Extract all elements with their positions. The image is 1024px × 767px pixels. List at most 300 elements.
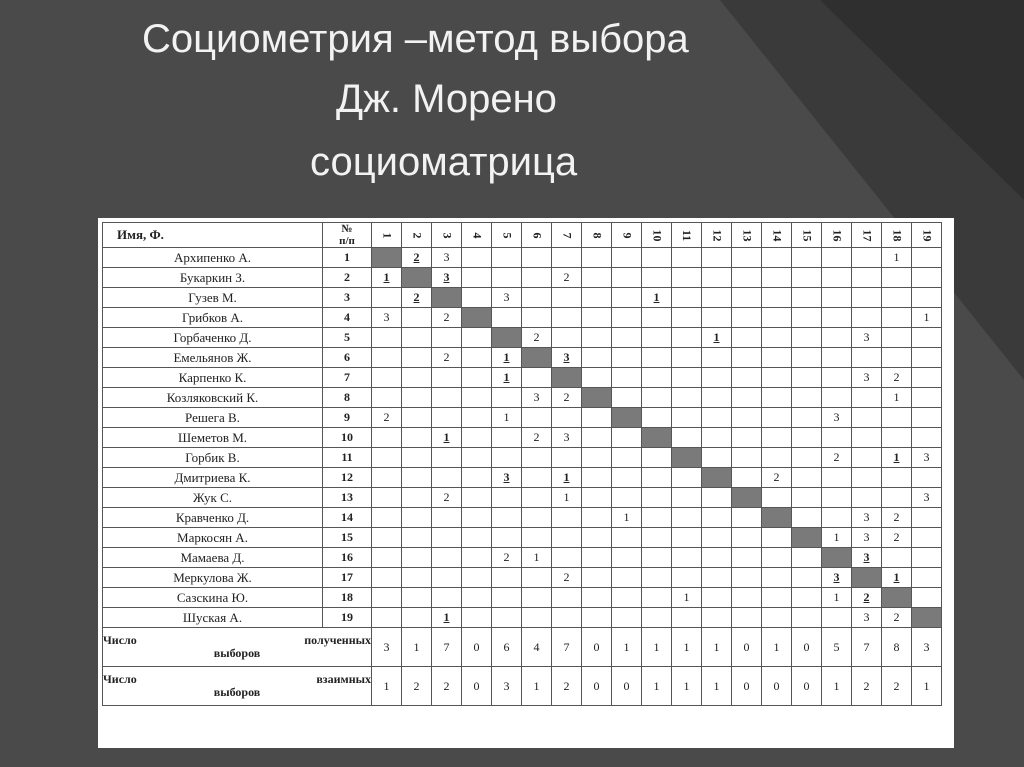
column-header-8 [582,223,612,248]
column-header-label: 17 [860,229,874,241]
choice-cell: 1 [882,248,912,268]
choice-cell [822,328,852,348]
choice-cell [702,288,732,308]
choice-cell [792,428,822,448]
choice-cell [432,328,462,348]
summary-label-word: взаимных [316,672,371,686]
mutual-choices-row-value: 3 [492,667,522,706]
choice-cell [642,448,672,468]
row-name: Козляковский К. [103,388,323,408]
choice-cell [612,348,642,368]
choice-cell [702,388,732,408]
mutual-choices-row-value: 0 [612,667,642,706]
choice-cell [882,468,912,488]
mutual-choices-row-value: 1 [672,667,702,706]
choice-cell [372,608,402,628]
choice-cell: 2 [882,508,912,528]
mutual-choices-row-value: 1 [822,667,852,706]
column-header-label: 5 [500,232,514,238]
mutual-choices-row-value: 1 [372,667,402,706]
row-name: Емельянов Ж. [103,348,323,368]
table-row [103,308,942,328]
choice-cell [732,528,762,548]
diagonal-cell [792,528,822,548]
choice-cell [612,548,642,568]
choice-cell [582,348,612,368]
choice-cell [582,248,612,268]
choice-cell: 1 [882,388,912,408]
choice-cell [552,508,582,528]
choice-cell [702,548,732,568]
choice-cell: 2 [822,448,852,468]
summary-label-word: выборов [213,685,261,699]
choice-cell: 3 [852,368,882,388]
choice-cell [852,388,882,408]
table-row [103,448,942,468]
choice-cell [462,448,492,468]
choice-cell [792,248,822,268]
diagonal-cell [882,588,912,608]
choice-cell [462,488,492,508]
choice-cell [762,588,792,608]
diagonal-cell [702,468,732,488]
choice-cell [492,608,522,628]
choice-cell [462,548,492,568]
diagonal-cell [582,388,612,408]
choice-cell [582,428,612,448]
column-header-7 [552,223,582,248]
choice-cell [882,408,912,428]
choice-cell [612,368,642,388]
choice-cell [402,448,432,468]
choice-cell [852,348,882,368]
choice-cell: 3 [492,468,522,488]
choice-cell [372,588,402,608]
row-name: Жук С. [103,488,323,508]
choice-cell [582,548,612,568]
table-row [103,248,942,268]
received-choices-row-value: 1 [762,628,792,667]
choice-cell [732,608,762,628]
choice-cell [672,428,702,448]
choice-cell [822,268,852,288]
choice-cell [882,308,912,328]
choice-cell [462,608,492,628]
choice-cell [792,608,822,628]
choice-cell [672,508,702,528]
summary-label-word: полученных [304,633,371,647]
mutual-choices-row-value: 1 [702,667,732,706]
column-header-label: 4 [470,232,484,238]
row-name: Горбик В. [103,448,323,468]
row-number: 16 [323,548,372,568]
choice-cell: 2 [852,588,882,608]
column-header-label: 1 [380,232,394,238]
diagonal-cell [462,308,492,328]
row-name: Дмитриева К. [103,468,323,488]
choice-cell [522,308,552,328]
choice-cell [612,428,642,448]
choice-cell [372,288,402,308]
column-header-label: 10 [650,229,664,241]
row-name: Маркосян А. [103,528,323,548]
row-number: 9 [323,408,372,428]
choice-cell [912,468,942,488]
mutual-choices-row [103,667,942,706]
choice-cell [852,308,882,328]
row-name: Грибков А. [103,308,323,328]
choice-cell [492,448,522,468]
choice-cell [912,568,942,588]
choice-cell [432,548,462,568]
column-header-6 [522,223,552,248]
mutual-choices-row-value: 2 [552,667,582,706]
mutual-choices-row-value: 2 [852,667,882,706]
choice-cell [642,528,672,548]
choice-cell [822,248,852,268]
choice-cell [882,288,912,308]
choice-cell: 1 [642,288,672,308]
choice-cell [912,588,942,608]
choice-cell: 3 [852,548,882,568]
choice-cell [732,468,762,488]
choice-cell [522,568,552,588]
column-header-label: 2 [410,232,424,238]
choice-cell [462,408,492,428]
choice-cell [462,588,492,608]
sociomatrix-table [102,222,942,706]
choice-cell [582,608,612,628]
mutual-choices-row-value: 1 [642,667,672,706]
choice-cell [372,348,402,368]
column-header-label: 12 [710,229,724,241]
choice-cell [582,468,612,488]
choice-cell [852,248,882,268]
choice-cell [672,268,702,288]
row-number: 13 [323,488,372,508]
choice-cell [432,388,462,408]
table-row [103,608,942,628]
choice-cell [402,368,432,388]
choice-cell: 2 [432,348,462,368]
diagonal-cell [372,248,402,268]
column-header-label: 14 [770,229,784,241]
mutual-choices-row-value: 1 [912,667,942,706]
column-header-label: 9 [620,232,634,238]
choice-cell [762,368,792,388]
row-number: 2 [323,268,372,288]
choice-cell [402,608,432,628]
choice-cell [702,488,732,508]
table-row [103,268,942,288]
choice-cell [792,448,822,468]
choice-cell [522,488,552,508]
choice-cell [372,548,402,568]
choice-cell [732,288,762,308]
choice-cell [852,448,882,468]
choice-cell: 1 [912,308,942,328]
choice-cell [882,268,912,288]
choice-cell [552,248,582,268]
row-name: Сазскина Ю. [103,588,323,608]
row-number: 7 [323,368,372,388]
table-row [103,368,942,388]
diagonal-cell [672,448,702,468]
choice-cell [552,548,582,568]
choice-cell [732,328,762,348]
choice-cell [522,408,552,428]
choice-cell [792,488,822,508]
mutual-choices-row-value: 2 [432,667,462,706]
choice-cell [732,368,762,388]
choice-cell [432,528,462,548]
choice-cell [582,528,612,548]
choice-cell [642,548,672,568]
choice-cell: 2 [432,308,462,328]
received-choices-row-value: 8 [882,628,912,667]
choice-cell: 2 [522,428,552,448]
choice-cell [552,408,582,428]
choice-cell [642,508,672,528]
choice-cell: 2 [402,248,432,268]
choice-cell [912,388,942,408]
number-header-symbol: № [341,223,353,235]
column-header-label: 3 [440,232,454,238]
row-name: Букаркин З. [103,268,323,288]
choice-cell [762,328,792,348]
choice-cell [762,388,792,408]
column-header-2 [402,223,432,248]
choice-cell [582,268,612,288]
choice-cell [612,608,642,628]
choice-cell [792,508,822,528]
row-number: 6 [323,348,372,368]
choice-cell [822,308,852,328]
choice-cell [522,248,552,268]
choice-cell [702,428,732,448]
choice-cell [702,248,732,268]
choice-cell [372,448,402,468]
number-header-abbr: п/п [339,235,355,247]
row-number: 15 [323,528,372,548]
choice-cell [702,608,732,628]
received-choices-row-value: 1 [402,628,432,667]
choice-cell [432,588,462,608]
choice-cell [402,348,432,368]
header-row [103,223,942,248]
row-number: 12 [323,468,372,488]
choice-cell [612,288,642,308]
choice-cell [402,468,432,488]
choice-cell [792,328,822,348]
choice-cell [762,348,792,368]
choice-cell [612,488,642,508]
column-header-15 [792,223,822,248]
choice-cell [912,428,942,448]
choice-cell [702,368,732,388]
choice-cell [522,508,552,528]
table-row [103,408,942,428]
choice-cell [792,408,822,428]
table-row [103,548,942,568]
choice-cell [492,488,522,508]
choice-cell [732,548,762,568]
received-choices-row-value: 3 [372,628,402,667]
choice-cell: 2 [432,488,462,508]
choice-cell [612,448,642,468]
choice-cell [612,468,642,488]
choice-cell: 2 [492,548,522,568]
choice-cell [492,248,522,268]
mutual-choices-row-value: 0 [582,667,612,706]
choice-cell [852,488,882,508]
choice-cell [462,248,492,268]
column-header-label: 8 [590,232,604,238]
choice-cell [912,368,942,388]
choice-cell [852,428,882,448]
choice-cell [852,288,882,308]
choice-cell [522,468,552,488]
choice-cell [792,368,822,388]
choice-cell: 2 [552,388,582,408]
diagonal-cell [852,568,882,588]
choice-cell [792,568,822,588]
choice-cell [492,588,522,608]
choice-cell [612,568,642,588]
choice-cell [882,328,912,348]
choice-cell: 1 [492,348,522,368]
row-name: Кравченко Д. [103,508,323,528]
choice-cell [822,608,852,628]
choice-cell [522,268,552,288]
choice-cell [552,588,582,608]
choice-cell: 3 [852,508,882,528]
choice-cell [582,288,612,308]
mutual-choices-row-value: 0 [792,667,822,706]
column-header-10 [642,223,672,248]
choice-cell: 1 [492,408,522,428]
choice-cell [372,428,402,448]
choice-cell [672,408,702,428]
received-choices-row-value: 5 [822,628,852,667]
choice-cell [462,328,492,348]
row-name: Карпенко К. [103,368,323,388]
received-choices-row-value: 0 [792,628,822,667]
choice-cell [762,448,792,468]
choice-cell [792,548,822,568]
choice-cell [582,308,612,328]
choice-cell [882,428,912,448]
choice-cell [672,548,702,568]
choice-cell [762,548,792,568]
choice-cell [672,468,702,488]
diagonal-cell [432,288,462,308]
mutual-choices-row-value: 2 [882,667,912,706]
choice-cell [372,568,402,588]
choice-cell: 1 [432,608,462,628]
choice-cell [882,348,912,368]
choice-cell [582,328,612,348]
choice-cell [822,288,852,308]
row-name: Шуская А. [103,608,323,628]
choice-cell [612,528,642,548]
choice-cell: 1 [702,328,732,348]
choice-cell [702,448,732,468]
column-header-17 [852,223,882,248]
choice-cell [822,368,852,388]
choice-cell [552,528,582,548]
diagonal-cell [732,488,762,508]
row-number: 17 [323,568,372,588]
row-number: 5 [323,328,372,348]
choice-cell: 3 [372,308,402,328]
choice-cell [762,288,792,308]
choice-cell [402,428,432,448]
choice-cell: 3 [822,568,852,588]
received-choices-row-value: 6 [492,628,522,667]
choice-cell [732,428,762,448]
choice-cell [642,388,672,408]
choice-cell [852,468,882,488]
choice-cell [582,448,612,468]
received-choices-row-value: 1 [702,628,732,667]
column-header-9 [612,223,642,248]
choice-cell [672,568,702,588]
row-number: 10 [323,428,372,448]
choice-cell [582,368,612,388]
choice-cell [402,548,432,568]
choice-cell [762,568,792,588]
choice-cell [822,468,852,488]
choice-cell [792,268,822,288]
choice-cell [462,288,492,308]
choice-cell: 2 [552,568,582,588]
choice-cell [762,488,792,508]
choice-cell: 1 [372,268,402,288]
choice-cell [432,468,462,488]
choice-cell [372,468,402,488]
choice-cell [462,468,492,488]
received-choices-row-value: 4 [522,628,552,667]
choice-cell [372,488,402,508]
summary-label-word: Число [103,672,137,686]
choice-cell: 2 [552,268,582,288]
choice-cell [852,268,882,288]
row-name: Шеметов М. [103,428,323,448]
choice-cell [792,388,822,408]
choice-cell [762,608,792,628]
table-row [103,388,942,408]
choice-cell [912,328,942,348]
number-column-header [323,223,372,248]
choice-cell [432,508,462,528]
choice-cell [882,488,912,508]
diagonal-cell [522,348,552,368]
choice-cell [432,568,462,588]
choice-cell [642,268,672,288]
choice-cell [462,568,492,588]
choice-cell [432,368,462,388]
choice-cell [762,408,792,428]
choice-cell [822,488,852,508]
choice-cell [462,348,492,368]
choice-cell [402,388,432,408]
summary-label-word: выборов [213,646,261,660]
column-header-16 [822,223,852,248]
name-column-header: Имя, Ф. [103,223,323,248]
choice-cell [612,268,642,288]
choice-cell [672,608,702,628]
